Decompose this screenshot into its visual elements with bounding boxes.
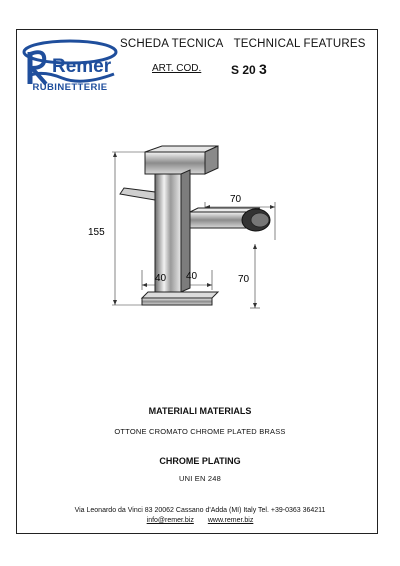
- faucet-technical-drawing: [88, 140, 300, 320]
- article-code-prefix: S 20: [231, 63, 256, 77]
- logo-subtitle: RUBINETTERIE: [32, 82, 108, 93]
- article-code: [231, 61, 267, 77]
- footer-address: Via Leonardo da Vinci 83 20062 Cassano d'Adda (MI) Italy Tel. +39-0363 364211: [74, 507, 326, 514]
- article-code-label: ART. COD.: [152, 63, 202, 74]
- finish-standard: UNI EN 248: [178, 474, 222, 483]
- dimension-body-width-label: 40: [186, 271, 198, 282]
- footer-website-link[interactable]: www.remer.biz: [207, 517, 254, 524]
- dimension-base-width-label: 40: [155, 273, 167, 284]
- footer-contacts: [0, 517, 400, 524]
- dimension-spout-height-label: 70: [238, 274, 250, 285]
- finish-title: CHROME PLATING: [159, 456, 241, 466]
- dimension-spout-length-label: 70: [230, 194, 242, 205]
- article-code-suffix: 3: [259, 61, 267, 77]
- materials-title: MATERIALI MATERIALS: [148, 406, 252, 416]
- sheet-title-it: SCHEDA TECNICA: [120, 38, 224, 50]
- footer-email-link[interactable]: info@remer.biz: [146, 517, 194, 524]
- dimension-height-label: 155: [88, 227, 105, 238]
- sheet-title-en: TECHNICAL FEATURES: [233, 38, 366, 50]
- logo-wordmark: Remer: [52, 56, 112, 77]
- sheet-title: [120, 38, 366, 50]
- materials-description: OTTONE CROMATO CHROME PLATED BRASS: [114, 427, 286, 436]
